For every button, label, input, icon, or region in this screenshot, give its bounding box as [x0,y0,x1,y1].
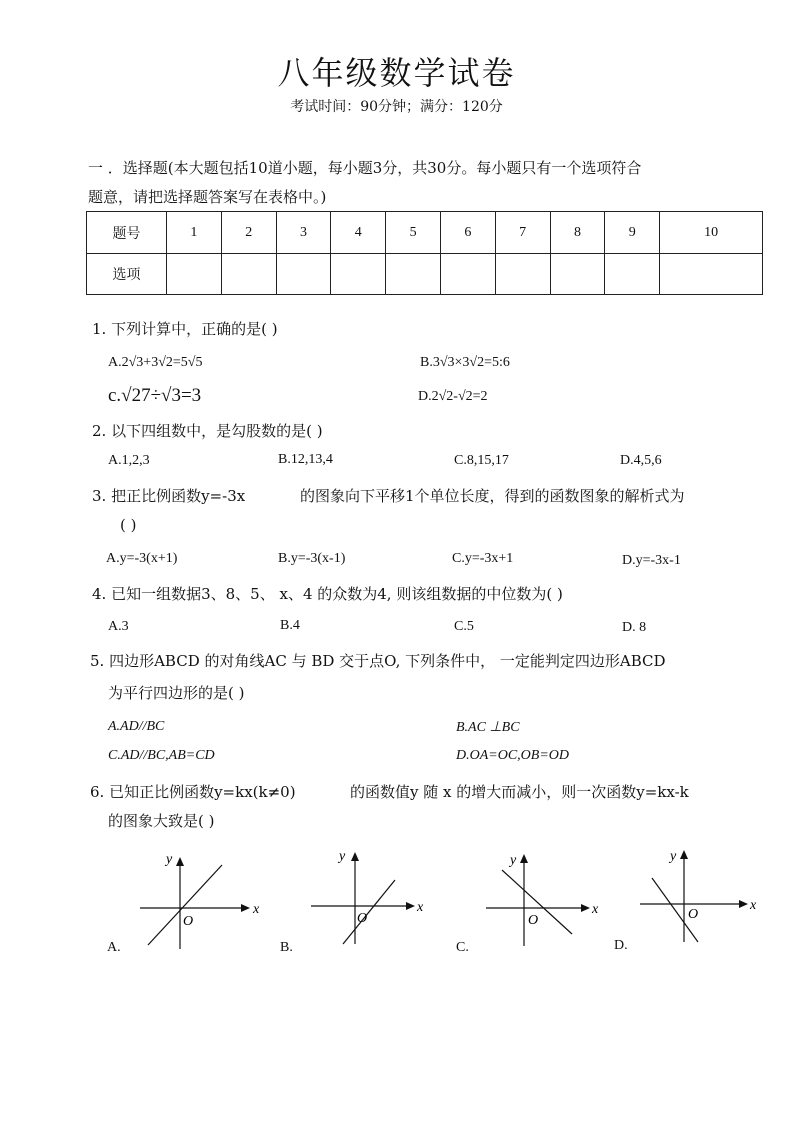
table-cell: 2 [221,212,276,254]
graph-d-label: D. [614,938,628,953]
row-label-number: 题号 [87,212,167,254]
table-cell: 8 [550,212,605,254]
question-3-stem-part1: 3. 把正比例函数y=-3x [92,487,246,505]
table-cell: 6 [440,212,495,254]
x-axis-label: x [750,898,757,913]
origin-label: O [528,913,539,928]
question-4-option-a: A.3 [108,619,129,634]
answer-cell[interactable] [550,254,605,295]
question-3-stem-line2: ( ) [120,516,137,534]
table-cell: 9 [605,212,660,254]
question-3-option-b: B.y=-3(x-1) [278,551,346,566]
x-axis-arrow [581,904,590,912]
question-3-option-d: D.y=-3x-1 [622,553,681,568]
exam-info: 考试时间：90分钟；满分：120分 [290,99,503,115]
table-cell: 5 [386,212,441,254]
question-3-stem-part2: 的图象向下平移1个单位长度，得到的函数图象的解析式为 [300,487,685,505]
graph-b [305,840,435,950]
answer-cell[interactable] [440,254,495,295]
graph-a-label: A. [107,940,121,955]
graph-d [640,838,770,948]
answer-table [86,211,763,295]
graph-c [480,842,610,952]
y-axis-arrow [520,854,528,863]
section-heading-line1: 一 ．选择题(本大题包括10道小题，每小题3分，共30分。每小题只有一个选项符合 [88,159,642,177]
y-axis-arrow [176,857,184,866]
graph-a [130,845,260,955]
origin-label: O [357,911,368,926]
origin-label: O [183,914,194,929]
question-4-option-b: B.4 [280,618,300,633]
question-2-option-b: B.12,13,4 [278,452,333,467]
question-2-stem: 2. 以下四组数中，是勾股数的是( ) [92,422,323,440]
question-5-stem-line2: 为平行四边形的是( ) [108,684,245,702]
graph-b-label: B. [280,940,293,955]
x-axis-arrow [406,902,415,910]
answer-cell[interactable] [167,254,222,295]
function-line [148,865,222,945]
answer-cell[interactable] [660,254,763,295]
section-heading-line2: 题意，请把选择题答案写在表格中。) [88,188,327,206]
table-row [87,212,763,254]
origin-label: O [688,907,699,922]
graph-c-label: C. [456,940,469,955]
table-cell: 4 [331,212,386,254]
x-axis-arrow [241,904,250,912]
question-2-option-a: A.1,2,3 [108,453,150,468]
answer-cell[interactable] [495,254,550,295]
question-3-option-c: C.y=-3x+1 [452,551,514,566]
answer-cell[interactable] [605,254,660,295]
x-axis-label: x [592,902,599,917]
question-6-stem-part2: 的函数值y 随 x 的增大而减小，则一次函数y=kx-k [350,783,689,801]
x-axis-label: x [417,900,424,915]
table-row [87,254,763,295]
y-axis-label: y [339,849,346,864]
row-label-answer: 选项 [87,254,167,295]
question-3-option-a: A.y=-3(x+1) [106,551,178,566]
y-axis-arrow [351,852,359,861]
page-title: 八年级数学试卷 [277,54,516,92]
question-4-stem: 4. 已知一组数据3、8、5、 x、4 的众数为4, 则该组数据的中位数为( ) [92,585,563,603]
table-cell: 1 [167,212,222,254]
x-axis-label: x [253,902,260,917]
question-5-option-c: C.AD//BC,AB=CD [108,748,215,763]
question-4-option-c: C.5 [454,619,474,634]
table-cell: 10 [660,212,763,254]
question-5-stem-line1: 5. 四边形ABCD 的对角线AC 与 BD 交于点O, 下列条件中， 一定能判定四边形ABCD [90,652,666,670]
answer-cell[interactable] [386,254,441,295]
question-2-option-c: C.8,15,17 [454,453,509,468]
y-axis-label: y [670,849,677,864]
y-axis-label: y [510,853,517,868]
y-axis-label: y [166,852,173,867]
answer-cell[interactable] [331,254,386,295]
function-line [343,880,395,944]
answer-cell[interactable] [221,254,276,295]
y-axis-arrow [680,850,688,859]
question-2-option-d: D.4,5,6 [620,453,662,468]
answer-cell[interactable] [276,254,331,295]
question-1-option-c: c.√27÷√3=3 [108,385,202,406]
question-1-option-d: D.2√2-√2=2 [418,389,488,404]
question-1-stem: 1. 下列计算中，正确的是( ) [92,320,278,338]
question-6-stem-part1: 6. 已知正比例函数y=kx(k≠0) [90,783,296,801]
question-6-stem-line2: 的图象大致是( ) [108,812,215,830]
question-5-option-d: D.OA=OC,OB=OD [456,748,569,763]
question-1-option-a: A.2√3+3√2=5√5 [108,355,203,370]
question-5-option-b: B.AC ⊥BC [456,720,520,735]
table-cell: 7 [495,212,550,254]
table-cell: 3 [276,212,331,254]
question-4-option-d: D. 8 [622,620,647,635]
x-axis-arrow [739,900,748,908]
question-5-option-a: A.AD//BC [108,719,165,734]
question-1-option-b: B.3√3×3√2=5:6 [420,355,510,370]
